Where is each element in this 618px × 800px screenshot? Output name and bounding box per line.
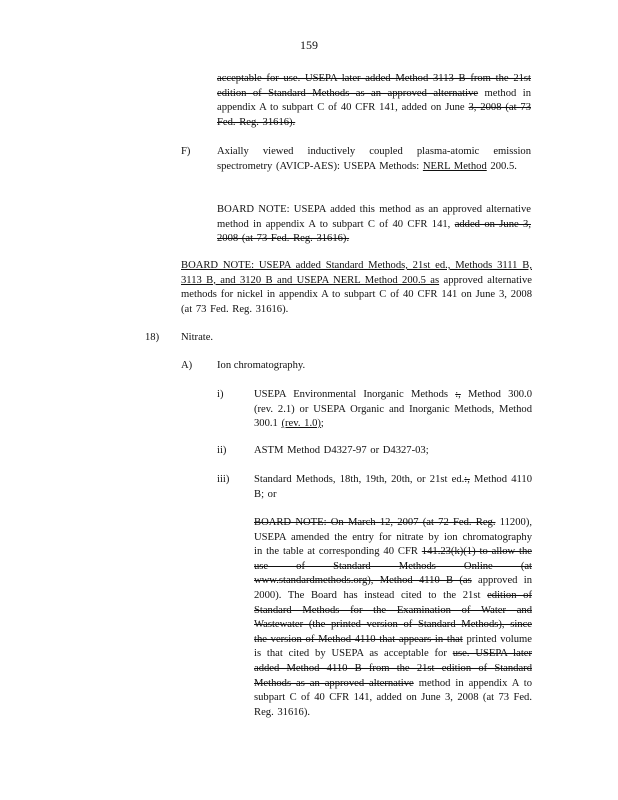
- item-i-text: [254, 388, 532, 432]
- item-18-label: 18): [145, 332, 160, 343]
- fragment-top-paragraph: [217, 72, 531, 130]
- paragraph-text: approved alternative methods for nickel in appendix A to subpart C of 40 CFR 141 on June 3, 2008 (at 73 Fed. Reg. 31616).: [181, 274, 533, 315]
- paragraph-text: Method 300.0 (rev. 2.1) or USEPA Organic and Inorganic Methods, Method 300.1: [254, 389, 532, 430]
- item-i-label: i): [217, 389, 224, 400]
- board-note-f: [217, 203, 531, 247]
- item-18-heading: Nitrate.: [181, 332, 214, 343]
- item-a-label: A): [181, 360, 193, 371]
- deleted-text: 141.23(k)(1) to allow the use of Standard Methods Online (at www.standardmethods.org), Method 4110 B (as: [254, 546, 532, 587]
- item-iii-text: [254, 473, 532, 502]
- paragraph-text: 11200), USEPA amended the entry for nitrate by ion chromatography in the table at corresponding 40 CFR: [254, 517, 532, 558]
- deleted-text: :,: [464, 474, 470, 485]
- deleted-text: edition of Standard Methods for the Examination of Water and Wastewater (the printed version of Standard Methods), since the version of Method 4110 that appears in that: [254, 589, 532, 645]
- item-f-text: [217, 145, 531, 174]
- deleted-text: BOARD NOTE: On March 12, 2007 (at 72 Fed. Reg.: [254, 517, 496, 528]
- inserted-text: BOARD NOTE: USEPA added Standard Methods, 21st ed., Methods 3111 B, 3113 B, and 3120 B and USEPA NERL Method 200.5 as: [181, 260, 532, 286]
- inserted-text: NERL Method: [422, 160, 487, 172]
- paragraph-text: method in appendix A to subpart C of 40 CFR 141, added on June 3, 2008 (at 73 Fed. Reg. 31616).: [254, 677, 533, 718]
- paragraph-text: Axially viewed inductively coupled plasma-atomic emission spectrometry (AVICP-AES): USEPA Methods:: [217, 146, 531, 172]
- item-iii-label: iii): [217, 474, 230, 485]
- paragraph-text: BOARD NOTE: USEPA added this method as an approved alternative method in appendix A to subpart C of 40 CFR 141,: [217, 204, 531, 230]
- paragraph-text: USEPA Environmental Inorganic Methods: [254, 389, 456, 400]
- paragraph-text: method in appendix A to subpart C of 40 CFR 141, added on June: [217, 87, 531, 114]
- deleted-text: added on June 3, 2008 (at 73 Fed. Reg. 31616).: [217, 218, 531, 245]
- paragraph-text: printed volume is that cited by USEPA as acceptable for: [254, 633, 532, 660]
- deleted-text: acceptable for use. USEPA later added Method 3113 B from the 21st edition of Standard Methods as an approved alternative: [217, 73, 531, 99]
- paragraph-text: Method 4110 B; or: [254, 474, 532, 500]
- deleted-text: 3, 2008 (at 73 Fed. Reg. 31616).: [217, 102, 531, 128]
- board-note-nickel: [181, 259, 532, 317]
- deleted-text: use. USEPA later added Method 4110 B from the 21st edition of Standard Methods as an approved alternative: [254, 648, 533, 689]
- paragraph-text: 200.5.: [486, 160, 517, 172]
- item-ii-text: ASTM Method D4327-97 or D4327-03;: [254, 445, 429, 456]
- paragraph-text: Standard Methods, 18th, 19th, 20th, or 21st ed.: [254, 474, 465, 485]
- item-ii-label: ii): [217, 445, 227, 456]
- paragraph-text: ;: [320, 418, 324, 430]
- inserted-text: (rev. 1.0): [281, 418, 321, 430]
- deleted-text: :,: [455, 389, 461, 400]
- item-f-label: F): [181, 146, 191, 157]
- paragraph-text: approved in 2000). The Board has instead cited to the 21st: [254, 575, 532, 601]
- board-note-nitrate: [254, 516, 532, 720]
- item-a-heading: Ion chromatography.: [217, 360, 306, 371]
- page-number: 159: [300, 38, 318, 52]
